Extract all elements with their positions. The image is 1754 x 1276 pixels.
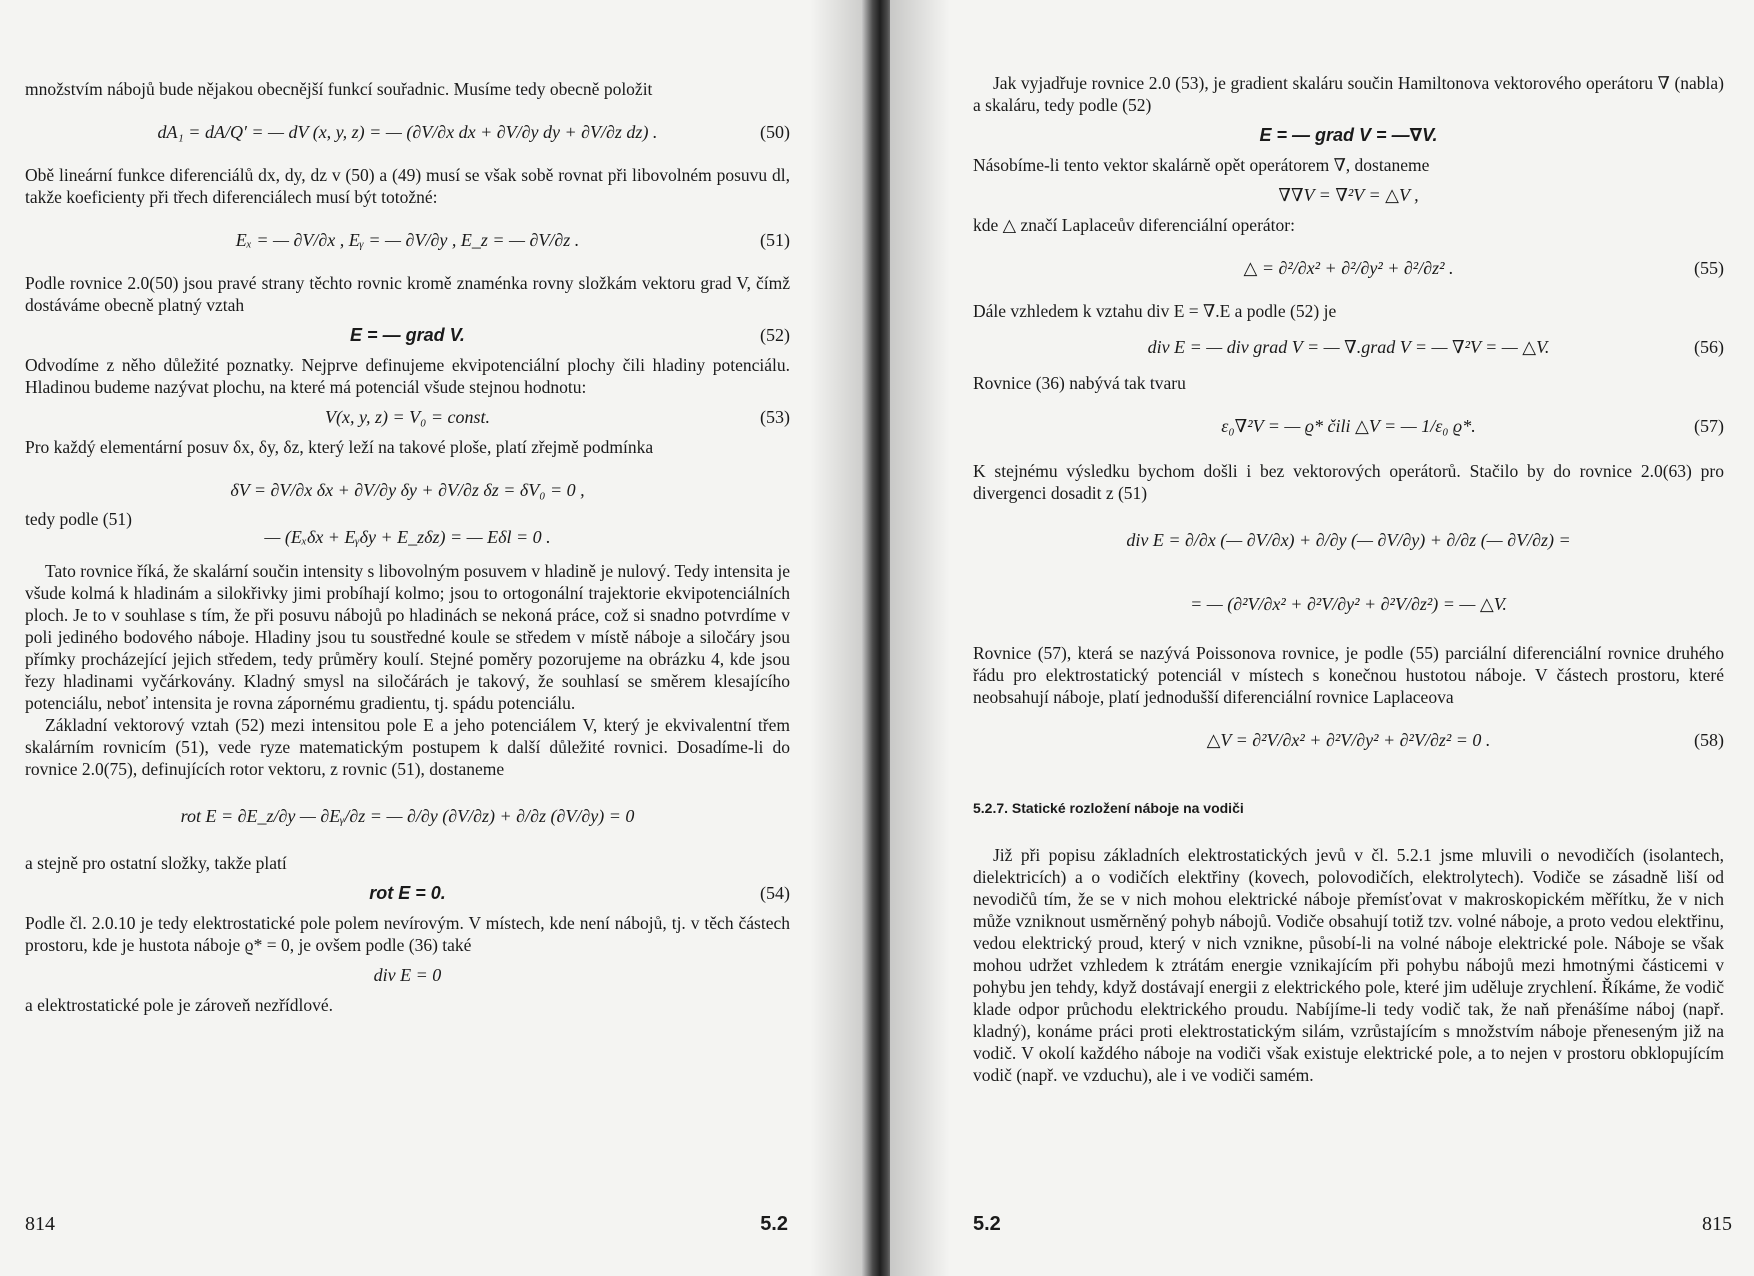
equation-52 — [25, 324, 790, 346]
equation-57 — [973, 402, 1724, 450]
equation-50 — [25, 108, 790, 156]
equation-body: rot E = ∂E_z/∂y — ∂Eᵧ/∂z = — ∂/∂y (∂V/∂z) + ∂/∂z (∂V/∂y) = 0 — [180, 806, 635, 826]
equation-number: (56) — [1694, 337, 1724, 357]
equation-number: (53) — [760, 407, 790, 427]
paragraph: K stejnému výsledku bychom došli i bez vektorových operátorů. Stačilo by do rovnice 2.0(63) pro divergenci dosadit z (51) — [973, 461, 1724, 503]
equation-number: (50) — [760, 122, 790, 142]
section-heading: 5.2.7. Statické rozložení náboje na vodiči — [973, 800, 1244, 816]
paragraph: kde △ značí Laplaceův diferenciální operátor: — [973, 215, 1295, 235]
equation-div-expanded-1 — [973, 512, 1724, 568]
equation-body: △V = ∂²V/∂x² + ∂²V/∂y² + ∂²V/∂z² = 0 . — [1206, 730, 1491, 750]
section-marker: 5.2 — [973, 1213, 1001, 1235]
equation-body: ∇∇V = ∇²V = △V , — [1278, 185, 1419, 205]
equation-lead-text: tedy podle (51) — [25, 509, 132, 529]
equation-body: ε₀∇²V = — ϱ* čili △V = — 1/ε₀ ϱ*. — [1221, 416, 1476, 436]
equation-rot — [25, 788, 790, 844]
paragraph: Pro každý elementární posuv δx, δy, δz, který leží na takové ploše, platí zřejmě podmínka — [25, 437, 654, 457]
equation-grad — [973, 124, 1724, 146]
paragraph: Základní vektorový vztah (52) mezi intensitou pole E a jeho potenciálem V, který je ekvivalentní třem skalárním rovnicím (51), vede ryze matematickým postupem k další důležité rovnici. Dosadíme-li do rovnice 2.0(75), definujících rotor vektoru, z rovnic (51), dostaneme — [25, 715, 790, 779]
equation-56 — [973, 336, 1724, 358]
equation-body: E = — grad V. — [350, 325, 465, 345]
equation-number: (54) — [760, 883, 790, 903]
equation-body: div E = ∂/∂x (— ∂V/∂x) + ∂/∂y (— ∂V/∂y) + ∂/∂z (— ∂V/∂z) = — [1126, 530, 1571, 550]
equation-55 — [973, 244, 1724, 292]
equation-body: △ = ∂²/∂x² + ∂²/∂y² + ∂²/∂z² . — [1243, 258, 1454, 278]
equation-51 — [25, 216, 790, 264]
equation-58 — [973, 716, 1724, 764]
equation-body: δV = ∂V/∂x δx + ∂V/∂y δy + ∂V/∂z δz = δV₀ = 0 , — [230, 480, 585, 500]
equation-body: Eₓ = — ∂V/∂x , Eᵧ = — ∂V/∂y , E_z = — ∂V/∂z . — [235, 230, 580, 250]
equation-body: E = — grad V = —∇V. — [1259, 125, 1438, 145]
equation-delta-v — [25, 466, 790, 514]
equation-div-zero — [25, 964, 790, 986]
equation-number: (55) — [1694, 258, 1724, 278]
equation-body: — (Eₓδx + Eᵧδy + E_zδz) = — Eδl = 0 . — [264, 527, 551, 547]
paragraph: Dále vzhledem k vztahu div E = ∇.E a podle (52) je — [973, 301, 1337, 321]
equation-number: (57) — [1694, 416, 1724, 436]
page-number: 814 — [25, 1213, 55, 1235]
paragraph: Již při popisu základních elektrostatických jevů v čl. 5.2.1 jsme mluvili o nevodičích (isolantech, dielektricích) a o vodičích elektřiny (kovech, polovodičích, elektrolytech). Vodiče se zásadně liší od nevodičů tím, že se v nich mohou elektrické náboje přemísťovat v makroskopickém měřítku, že v nich může vzniknout usměrněný pohyb nábojů. Vodiče obsahují totiž tzv. volné náboje, a proto vedou elektřinu, vedou elektrický proud, který v nich vznikne, působí-li na volné náboje elektrické pole. Náboje se však mohou udržet vzhledem k ztrátám energie vznikajícím při pohybu nábojů mezi hmotnými částicemi v pohybu jen tehdy, když dostávají energii z elektrického pole, které jim uděluje zrychlení. Říkáme, že vodič klade odpor průchodu elektrického proudu. Nabíjíme-li tedy vodič tak, že naň přenášíme náboj (např. kladný), konáme práci proti elektrostatickým silám, vzrůstajícím s množstvím náboje přeneseným již na vodič. V okolí každého náboje na vodiči však existuje elektrické pole, a to nejen v prostoru obklopujícím vodič (např. ve vzduchu), ale i ve vodiči samém. — [973, 845, 1724, 1085]
equation-body: rot E = 0. — [369, 883, 446, 903]
paragraph: Rovnice (57), která se nazývá Poissonova rovnice, je podle (55) parciální diferenciální rovnice druhého řádu pro elektrostatický potenciál v místech s konečnou hustotou náboje. V částech prostoru, které neobsahují náboje, platí jednodušší diferenciální rovnice Laplaceova — [973, 643, 1724, 707]
paragraph: Odvodíme z něho důležité poznatky. Nejprve definujeme ekvipotenciální plochy čili hladiny potenciálu. Hladinou budeme nazývat plochu, na které má potenciál všude stejnou hodnotu: — [25, 355, 790, 397]
page-number: 815 — [1702, 1213, 1732, 1235]
equation-body: div E = — div grad V = — ∇.grad V = — ∇²V = — △V. — [1147, 337, 1550, 357]
equation-number: (58) — [1694, 730, 1724, 750]
paragraph: a elektrostatické pole je zároveň nezřídlové. — [25, 995, 334, 1015]
paragraph: a stejně pro ostatní složky, takže platí — [25, 853, 287, 873]
section-marker: 5.2 — [760, 1213, 788, 1235]
equation-body: div E = 0 — [373, 965, 442, 985]
equation-body: dA₁ = dA/Q′ = — dV (x, y, z) = — (∂V/∂x dx + ∂V/∂y dy + ∂V/∂z dz) . — [157, 122, 658, 142]
paragraph: Obě lineární funkce diferenciálů dx, dy, dz v (50) a (49) musí se však sobě rovnat při libovolném posuvu dl, takže koeficienty při třech diferenciálech musí být totožné: — [25, 165, 790, 207]
equation-body: V(x, y, z) = V₀ = const. — [324, 407, 490, 427]
paragraph: Rovnice (36) nabývá tak tvaru — [973, 373, 1186, 393]
equation-number: (52) — [760, 325, 790, 345]
equation-53 — [25, 406, 790, 428]
paragraph: Násobíme-li tento vektor skalárně opět operátorem ∇, dostaneme — [973, 155, 1430, 175]
paragraph: Podle čl. 2.0.10 je tedy elektrostatické pole polem nevírovým. V místech, kde není nábojů, tj. v těch částech prostoru, kde je hustota náboje ϱ* = 0, je ovšem podle (36) také — [25, 913, 790, 955]
paragraph: Jak vyjadřuje rovnice 2.0 (53), je gradient skaláru součin Hamiltonova vektorového operátoru ∇ (nabla) a skaláru, tedy podle (52) — [973, 73, 1724, 115]
equation-laplace-def — [973, 184, 1724, 206]
right-page — [890, 0, 1754, 1276]
paragraph: množstvím nábojů bude nějakou obecnější funkcí souřadnic. Musíme tedy obecně položit — [25, 79, 653, 99]
equation-54 — [25, 882, 790, 904]
paragraph: Tato rovnice říká, že skalární součin intensity s libovolným posuvem v hladině je nulový. Tedy intensita je všude kolmá k hladinám a silokřivky jimi probíhají kolmo; jsou to ortogonální trajektorie ekvipotenciálních ploch. Je to v souhlase s tím, že při posuvu nábojů po hladinách se nekoná práce, což si snadno potvrdíme v poli jediného bodového náboje. Hladiny jsou tu soustředné koule se středem v místě náboje a siločáry jsou přímky procházející jejich středem, tedy průměry koulí. Stejné poměry pozorujeme na obrázku 4, kde jsou řezy hladinami vyčárkovány. Kladný smysl na siločárách je takový, že souhlasí se směrem klesajícího potenciálu, neboť intensita je rovna zápornému gradientu, tj. spádu potenciálu. — [25, 561, 790, 713]
paragraph: Podle rovnice 2.0(50) jsou pravé strany těchto rovnic kromě znaménka rovny složkám vektoru grad V, čímž dostáváme obecně platný vztah — [25, 273, 790, 315]
equation-number: (51) — [760, 230, 790, 250]
equation-body: = — (∂²V/∂x² + ∂²V/∂y² + ∂²V/∂z²) = — △V. — [1190, 594, 1507, 614]
equation-delta-e — [25, 509, 790, 552]
equation-div-expanded-2 — [973, 576, 1724, 632]
left-page — [0, 0, 870, 1276]
